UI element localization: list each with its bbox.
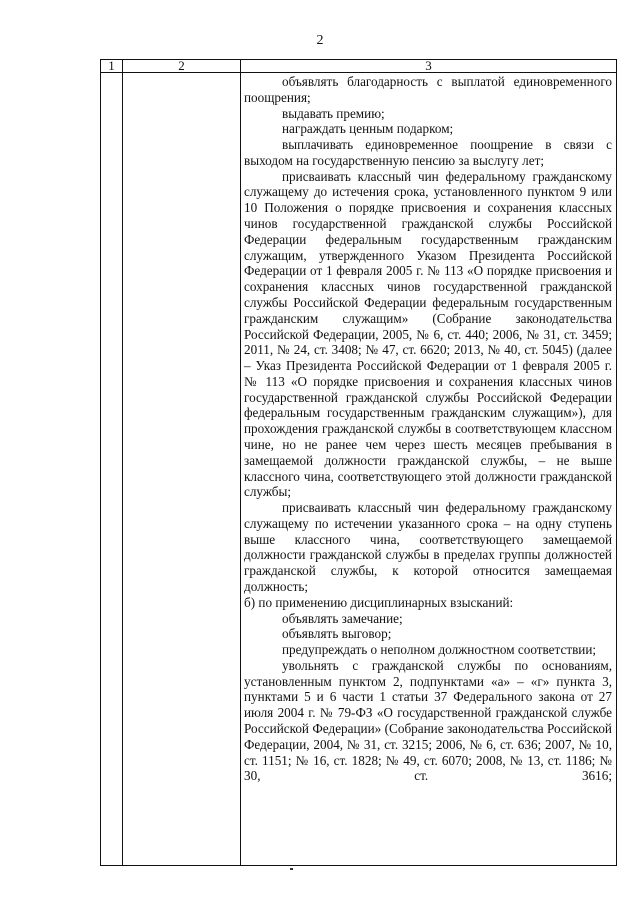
paragraph: объявлять выговор; xyxy=(282,626,392,642)
column-2-cell xyxy=(123,73,241,866)
paragraph: присваивать классный чин федеральному гражданскому служащему по истечении указанного срока – на одну ступень выше классного чина, соответствующего замещаемой должности гражданской службы в пределах группы должностей гражданской службы, к которой относится замещаемая должность; xyxy=(244,500,612,594)
document-table xyxy=(100,59,617,866)
column-header-3: 3 xyxy=(241,60,617,73)
paragraph: предупреждать о неполном должностном соответствии; xyxy=(282,642,597,658)
paragraph: объявлять замечание; xyxy=(282,610,403,626)
paragraph: б) по применению дисциплинарных взысканий: xyxy=(244,594,514,610)
paragraph: награждать ценным подарком; xyxy=(282,121,454,137)
column-1-cell xyxy=(101,73,123,866)
paragraph: присваивать классный чин федеральному гражданскому служащему до истечения срока, установленного пунктом 9 или 10 Положения о порядке присвоения и сохранения классных чинов государственной гражданской службы Российской Федерации федеральным государственным гражданским служащим, утвержденного Указом Президента Российской Федерации от 1 февраля 2005 г. № 113 «О порядке присвоения и сохранения классных чинов государственной гражданской службы Российской Федерации федеральным государственным гражданским служащим» (Собрание законодательства Российской Федерации, 2005, № 6, ст. 440; 2006, № 31, ст. 3459; 2011, № 24, ст. 3408; № 47, ст. 6620; 2013, № 40, ст. 5045) (далее – Указ Президента Российской Федерации от 1 февраля 2005 г. № 113 «О порядке присвоения и сохранения классных чинов государственной гражданской службы Российской Федерации федеральным государственным гражданским служащим»), для прохождения гражданской службы в соответствующем классном чине, но не ранее чем через шесть месяцев пребывания в замещаемой должности гражданской службы, – не выше классного чина, соответствующего этой должности гражданской службы; xyxy=(244,168,612,500)
column-header-1: 1 xyxy=(101,60,123,73)
table-body-row xyxy=(101,73,617,866)
column-3-text xyxy=(241,73,616,784)
scan-speck xyxy=(290,868,293,870)
paragraph: выплачивать единовременное поощрение в связи с выходом на государственную пенсию за выслугу лет; xyxy=(244,137,612,168)
paragraph: увольнять с гражданской службы по основаниям, установленным пунктом 2, подпунктами «а» – «г» пункта 3, пунктами 5 и 6 части 1 статьи 37 Федерального закона от 27 июля 2004 г. № 79-ФЗ «О государственной гражданской службе Российской Федерации» (Собрание законодательства Российской Федерации, 2004, № 31, ст. 3215; 2006, № 6, ст. 636; 2007, № 10, ст. 1151; № 16, ст. 1828; № 49, ст. 6070; 2008, № 13, ст. 1186; № 30, ст. 3616; xyxy=(244,657,612,784)
page-number: 2 xyxy=(316,33,324,48)
table-header-row xyxy=(101,60,617,73)
column-3-cell xyxy=(241,73,617,866)
paragraph: выдавать премию; xyxy=(282,105,385,121)
column-header-2: 2 xyxy=(123,60,241,73)
paragraph: объявлять благодарность с выплатой единовременного поощрения; xyxy=(244,74,612,105)
